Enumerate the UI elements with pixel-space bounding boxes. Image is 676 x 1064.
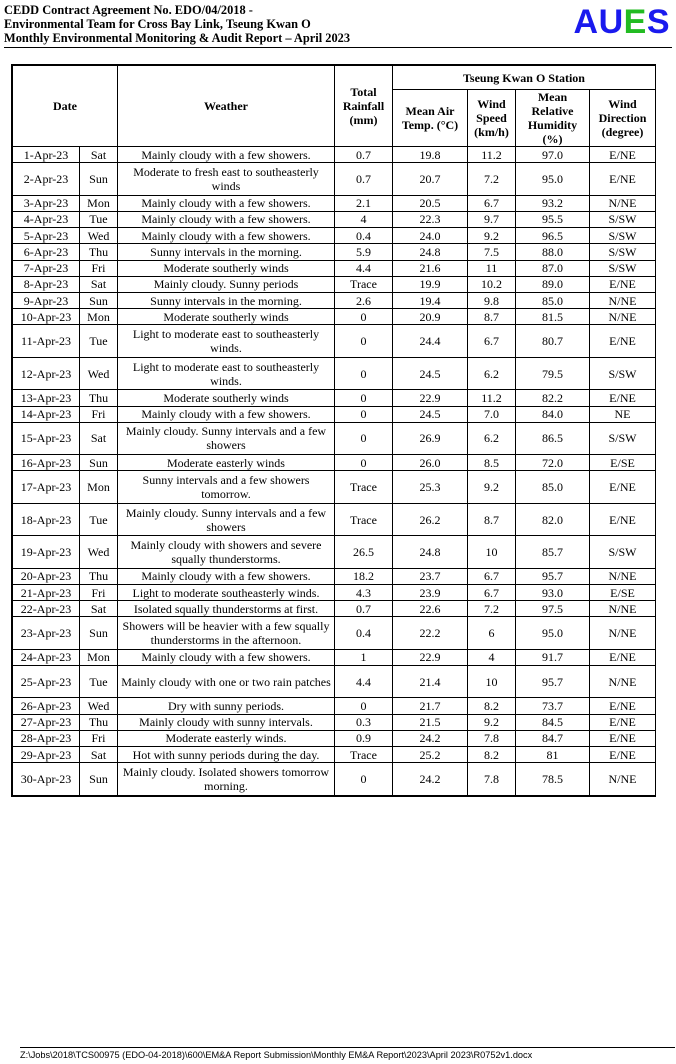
wind-speed-cell: 4 xyxy=(468,649,516,665)
wind-speed-cell: 6.7 xyxy=(468,568,516,584)
humidity-cell: 85.7 xyxy=(516,536,590,568)
humidity-cell: 84.0 xyxy=(516,406,590,422)
weather-table-frame xyxy=(11,64,656,797)
rainfall-cell: 0.7 xyxy=(335,601,393,617)
temp-cell: 19.4 xyxy=(393,292,468,308)
humidity-cell: 85.0 xyxy=(516,471,590,503)
temp-cell: 20.5 xyxy=(393,195,468,211)
day-cell: Mon xyxy=(80,471,118,503)
wind-direction-cell: N/NE xyxy=(590,617,656,649)
date-cell: 12-Apr-23 xyxy=(13,357,80,389)
weather-table xyxy=(12,65,656,796)
weather-cell: Hot with sunny periods during the day. xyxy=(118,747,335,763)
wind-direction-cell: E/NE xyxy=(590,747,656,763)
weather-cell: Mainly cloudy. Sunny periods xyxy=(118,276,335,292)
day-cell: Tue xyxy=(80,666,118,698)
table-row xyxy=(13,730,656,746)
rainfall-cell: 18.2 xyxy=(335,568,393,584)
table-row xyxy=(13,763,656,796)
weather-cell: Sunny intervals in the morning. xyxy=(118,292,335,308)
temp-cell: 26.2 xyxy=(393,503,468,535)
temp-cell: 22.6 xyxy=(393,601,468,617)
table-row xyxy=(13,147,656,163)
day-cell: Mon xyxy=(80,195,118,211)
weather-cell: Moderate southerly winds xyxy=(118,309,335,325)
day-cell: Thu xyxy=(80,390,118,406)
day-cell: Wed xyxy=(80,698,118,714)
temp-cell: 24.2 xyxy=(393,763,468,796)
temp-cell: 20.9 xyxy=(393,309,468,325)
humidity-cell: 93.0 xyxy=(516,584,590,600)
weather-cell: Moderate easterly winds. xyxy=(118,730,335,746)
table-row xyxy=(13,163,656,195)
logo-letter-s: S xyxy=(646,3,670,41)
date-cell: 1-Apr-23 xyxy=(13,147,80,163)
table-row xyxy=(13,601,656,617)
temp-cell: 26.0 xyxy=(393,455,468,471)
humidity-cell: 81 xyxy=(516,747,590,763)
humidity-cell: 86.5 xyxy=(516,422,590,454)
wind-direction-cell: E/NE xyxy=(590,698,656,714)
day-cell: Sun xyxy=(80,617,118,649)
wind-speed-cell: 9.2 xyxy=(468,714,516,730)
date-cell: 10-Apr-23 xyxy=(13,309,80,325)
rainfall-cell: 5.9 xyxy=(335,244,393,260)
humidity-cell: 96.5 xyxy=(516,228,590,244)
temp-cell: 25.3 xyxy=(393,471,468,503)
wind-direction-cell: E/NE xyxy=(590,390,656,406)
wind-direction-cell: E/NE xyxy=(590,714,656,730)
date-cell: 2-Apr-23 xyxy=(13,163,80,195)
table-row xyxy=(13,228,656,244)
rainfall-cell: 4.4 xyxy=(335,260,393,276)
temp-cell: 21.6 xyxy=(393,260,468,276)
temp-cell: 22.3 xyxy=(393,211,468,227)
report-line: Monthly Environmental Monitoring & Audit Report – April 2023 xyxy=(4,31,351,45)
table-row xyxy=(13,211,656,227)
date-cell: 28-Apr-23 xyxy=(13,730,80,746)
humidity-cell: 78.5 xyxy=(516,763,590,796)
temp-cell: 22.2 xyxy=(393,617,468,649)
day-cell: Sat xyxy=(80,147,118,163)
wind-direction-cell: N/NE xyxy=(590,195,656,211)
wind-speed-cell: 6 xyxy=(468,617,516,649)
humidity-cell: 88.0 xyxy=(516,244,590,260)
weather-cell: Light to moderate southeasterly winds. xyxy=(118,584,335,600)
logo-letter-e: E xyxy=(623,3,647,41)
wind-direction-cell: S/SW xyxy=(590,244,656,260)
date-cell: 17-Apr-23 xyxy=(13,471,80,503)
header-wind-direction: Wind Direction (degree) xyxy=(590,90,656,147)
logo-letter-u: U xyxy=(598,3,624,41)
wind-speed-cell: 7.2 xyxy=(468,163,516,195)
wind-direction-cell: E/NE xyxy=(590,471,656,503)
humidity-cell: 93.2 xyxy=(516,195,590,211)
temp-cell: 24.5 xyxy=(393,357,468,389)
date-cell: 4-Apr-23 xyxy=(13,211,80,227)
wind-speed-cell: 11 xyxy=(468,260,516,276)
date-cell: 30-Apr-23 xyxy=(13,763,80,796)
date-cell: 18-Apr-23 xyxy=(13,503,80,535)
rainfall-cell: 4.3 xyxy=(335,584,393,600)
date-cell: 20-Apr-23 xyxy=(13,568,80,584)
rainfall-cell: 0 xyxy=(335,455,393,471)
wind-direction-cell: S/SW xyxy=(590,260,656,276)
rainfall-cell: Trace xyxy=(335,503,393,535)
wind-speed-cell: 8.7 xyxy=(468,503,516,535)
wind-direction-cell: N/NE xyxy=(590,568,656,584)
weather-cell: Mainly cloudy with a few showers. xyxy=(118,228,335,244)
day-cell: Sat xyxy=(80,276,118,292)
wind-speed-cell: 8.2 xyxy=(468,747,516,763)
wind-speed-cell: 6.7 xyxy=(468,584,516,600)
day-cell: Sat xyxy=(80,422,118,454)
humidity-cell: 72.0 xyxy=(516,455,590,471)
humidity-cell: 95.0 xyxy=(516,163,590,195)
weather-cell: Sunny intervals and a few showers tomorrow. xyxy=(118,471,335,503)
weather-cell: Mainly cloudy with a few showers. xyxy=(118,147,335,163)
temp-cell: 24.4 xyxy=(393,325,468,357)
table-row xyxy=(13,244,656,260)
wind-speed-cell: 10 xyxy=(468,536,516,568)
rainfall-cell: 0 xyxy=(335,422,393,454)
weather-cell: Mainly cloudy with a few showers. xyxy=(118,211,335,227)
date-cell: 6-Apr-23 xyxy=(13,244,80,260)
table-row xyxy=(13,698,656,714)
table-row xyxy=(13,325,656,357)
humidity-cell: 95.5 xyxy=(516,211,590,227)
day-cell: Fri xyxy=(80,584,118,600)
date-cell: 16-Apr-23 xyxy=(13,455,80,471)
wind-speed-cell: 7.5 xyxy=(468,244,516,260)
header-mean-air-temp: Mean Air Temp. (°C) xyxy=(393,90,468,147)
wind-speed-cell: 11.2 xyxy=(468,390,516,406)
humidity-cell: 95.0 xyxy=(516,617,590,649)
day-cell: Wed xyxy=(80,228,118,244)
header-relative-humidity: Mean Relative Humidity (%) xyxy=(516,90,590,147)
temp-cell: 23.7 xyxy=(393,568,468,584)
wind-speed-cell: 7.8 xyxy=(468,730,516,746)
temp-cell: 26.9 xyxy=(393,422,468,454)
table-row xyxy=(13,649,656,665)
date-cell: 26-Apr-23 xyxy=(13,698,80,714)
table-row xyxy=(13,568,656,584)
day-cell: Sun xyxy=(80,292,118,308)
day-cell: Wed xyxy=(80,536,118,568)
day-cell: Tue xyxy=(80,503,118,535)
humidity-cell: 84.5 xyxy=(516,714,590,730)
day-cell: Sun xyxy=(80,163,118,195)
temp-cell: 21.7 xyxy=(393,698,468,714)
humidity-cell: 81.5 xyxy=(516,309,590,325)
rainfall-cell: Trace xyxy=(335,276,393,292)
rainfall-cell: 0.4 xyxy=(335,617,393,649)
table-row xyxy=(13,195,656,211)
table-row xyxy=(13,390,656,406)
day-cell: Tue xyxy=(80,211,118,227)
header-date: Date xyxy=(13,66,118,147)
day-cell: Mon xyxy=(80,309,118,325)
humidity-cell: 80.7 xyxy=(516,325,590,357)
rainfall-cell: 0 xyxy=(335,309,393,325)
rainfall-cell: 2.6 xyxy=(335,292,393,308)
header-station: Tseung Kwan O Station xyxy=(393,66,656,90)
wind-direction-cell: S/SW xyxy=(590,211,656,227)
aues-logo xyxy=(574,3,671,41)
rainfall-cell: 0 xyxy=(335,406,393,422)
wind-direction-cell: N/NE xyxy=(590,666,656,698)
wind-direction-cell: E/NE xyxy=(590,276,656,292)
table-row xyxy=(13,617,656,649)
rainfall-cell: 0.9 xyxy=(335,730,393,746)
humidity-cell: 85.0 xyxy=(516,292,590,308)
weather-cell: Light to moderate east to southeasterly winds. xyxy=(118,325,335,357)
weather-cell: Moderate southerly winds xyxy=(118,260,335,276)
temp-cell: 23.9 xyxy=(393,584,468,600)
wind-direction-cell: E/SE xyxy=(590,584,656,600)
table-row xyxy=(13,422,656,454)
weather-cell: Sunny intervals in the morning. xyxy=(118,244,335,260)
weather-cell: Mainly cloudy with a few showers. xyxy=(118,195,335,211)
temp-cell: 24.8 xyxy=(393,244,468,260)
day-cell: Mon xyxy=(80,649,118,665)
rainfall-cell: Trace xyxy=(335,471,393,503)
date-cell: 11-Apr-23 xyxy=(13,325,80,357)
temp-cell: 24.2 xyxy=(393,730,468,746)
header-wind-speed: Wind Speed (km/h) xyxy=(468,90,516,147)
rainfall-cell: 0.7 xyxy=(335,147,393,163)
date-cell: 5-Apr-23 xyxy=(13,228,80,244)
wind-speed-cell: 8.5 xyxy=(468,455,516,471)
wind-direction-cell: S/SW xyxy=(590,228,656,244)
weather-cell: Mainly cloudy with one or two rain patches xyxy=(118,666,335,698)
wind-direction-cell: E/NE xyxy=(590,163,656,195)
temp-cell: 24.8 xyxy=(393,536,468,568)
date-cell: 9-Apr-23 xyxy=(13,292,80,308)
rainfall-cell: Trace xyxy=(335,747,393,763)
weather-cell: Mainly cloudy. Isolated showers tomorrow morning. xyxy=(118,763,335,796)
humidity-cell: 79.5 xyxy=(516,357,590,389)
humidity-cell: 95.7 xyxy=(516,568,590,584)
wind-speed-cell: 6.7 xyxy=(468,195,516,211)
day-cell: Fri xyxy=(80,730,118,746)
temp-cell: 20.7 xyxy=(393,163,468,195)
temp-cell: 19.8 xyxy=(393,147,468,163)
rainfall-cell: 1 xyxy=(335,649,393,665)
date-cell: 22-Apr-23 xyxy=(13,601,80,617)
rainfall-cell: 4 xyxy=(335,211,393,227)
wind-speed-cell: 9.8 xyxy=(468,292,516,308)
wind-speed-cell: 6.2 xyxy=(468,422,516,454)
header-weather: Weather xyxy=(118,66,335,147)
footer-divider xyxy=(20,1047,675,1048)
wind-direction-cell: E/NE xyxy=(590,147,656,163)
temp-cell: 21.4 xyxy=(393,666,468,698)
table-row xyxy=(13,536,656,568)
table-row xyxy=(13,584,656,600)
wind-direction-cell: E/SE xyxy=(590,455,656,471)
day-cell: Thu xyxy=(80,714,118,730)
wind-speed-cell: 7.2 xyxy=(468,601,516,617)
project-line: Environmental Team for Cross Bay Link, Tseung Kwan O xyxy=(4,17,311,31)
weather-cell: Mainly cloudy with sunny intervals. xyxy=(118,714,335,730)
rainfall-cell: 4.4 xyxy=(335,666,393,698)
rainfall-cell: 0.7 xyxy=(335,163,393,195)
table-row xyxy=(13,747,656,763)
wind-direction-cell: N/NE xyxy=(590,601,656,617)
date-cell: 21-Apr-23 xyxy=(13,584,80,600)
temp-cell: 25.2 xyxy=(393,747,468,763)
day-cell: Sun xyxy=(80,455,118,471)
table-row xyxy=(13,666,656,698)
weather-cell: Light to moderate east to southeasterly winds. xyxy=(118,357,335,389)
humidity-cell: 82.0 xyxy=(516,503,590,535)
date-cell: 8-Apr-23 xyxy=(13,276,80,292)
header-total-rainfall: Total Rainfall (mm) xyxy=(335,66,393,147)
day-cell: Sat xyxy=(80,747,118,763)
weather-cell: Dry with sunny periods. xyxy=(118,698,335,714)
wind-direction-cell: E/NE xyxy=(590,503,656,535)
wind-direction-cell: N/NE xyxy=(590,763,656,796)
temp-cell: 19.9 xyxy=(393,276,468,292)
temp-cell: 22.9 xyxy=(393,649,468,665)
humidity-cell: 73.7 xyxy=(516,698,590,714)
weather-cell: Mainly cloudy with a few showers. xyxy=(118,649,335,665)
weather-cell: Isolated squally thunderstorms at first. xyxy=(118,601,335,617)
wind-direction-cell: E/NE xyxy=(590,649,656,665)
date-cell: 29-Apr-23 xyxy=(13,747,80,763)
wind-speed-cell: 9.7 xyxy=(468,211,516,227)
wind-speed-cell: 6.7 xyxy=(468,325,516,357)
wind-direction-cell: N/NE xyxy=(590,309,656,325)
wind-speed-cell: 9.2 xyxy=(468,471,516,503)
humidity-cell: 89.0 xyxy=(516,276,590,292)
date-cell: 27-Apr-23 xyxy=(13,714,80,730)
wind-direction-cell: N/NE xyxy=(590,292,656,308)
wind-speed-cell: 9.2 xyxy=(468,228,516,244)
date-cell: 13-Apr-23 xyxy=(13,390,80,406)
temp-cell: 24.0 xyxy=(393,228,468,244)
rainfall-cell: 0 xyxy=(335,763,393,796)
date-cell: 3-Apr-23 xyxy=(13,195,80,211)
day-cell: Wed xyxy=(80,357,118,389)
weather-cell: Mainly cloudy with a few showers. xyxy=(118,406,335,422)
date-cell: 24-Apr-23 xyxy=(13,649,80,665)
date-cell: 25-Apr-23 xyxy=(13,666,80,698)
temp-cell: 24.5 xyxy=(393,406,468,422)
rainfall-cell: 2.1 xyxy=(335,195,393,211)
rainfall-cell: 26.5 xyxy=(335,536,393,568)
contract-line: CEDD Contract Agreement No. EDO/04/2018 - xyxy=(4,3,253,17)
date-cell: 23-Apr-23 xyxy=(13,617,80,649)
table-row xyxy=(13,714,656,730)
day-cell: Fri xyxy=(80,406,118,422)
rainfall-cell: 0 xyxy=(335,390,393,406)
wind-direction-cell: S/SW xyxy=(590,357,656,389)
rainfall-cell: 0 xyxy=(335,325,393,357)
rainfall-cell: 0 xyxy=(335,698,393,714)
day-cell: Thu xyxy=(80,568,118,584)
weather-cell: Moderate southerly winds xyxy=(118,390,335,406)
wind-speed-cell: 7.0 xyxy=(468,406,516,422)
weather-cell: Moderate easterly winds xyxy=(118,455,335,471)
rainfall-cell: 0.4 xyxy=(335,228,393,244)
wind-direction-cell: E/NE xyxy=(590,730,656,746)
table-row xyxy=(13,406,656,422)
humidity-cell: 97.0 xyxy=(516,147,590,163)
weather-cell: Moderate to fresh east to southeasterly winds xyxy=(118,163,335,195)
table-row xyxy=(13,455,656,471)
page-header xyxy=(4,3,672,48)
wind-direction-cell: S/SW xyxy=(590,536,656,568)
logo-letter-a: A xyxy=(573,3,599,41)
table-row xyxy=(13,276,656,292)
wind-direction-cell: E/NE xyxy=(590,325,656,357)
table-row xyxy=(13,503,656,535)
temp-cell: 21.5 xyxy=(393,714,468,730)
temp-cell: 22.9 xyxy=(393,390,468,406)
day-cell: Thu xyxy=(80,244,118,260)
table-row xyxy=(13,309,656,325)
date-cell: 7-Apr-23 xyxy=(13,260,80,276)
wind-direction-cell: S/SW xyxy=(590,422,656,454)
wind-speed-cell: 6.2 xyxy=(468,357,516,389)
table-row xyxy=(13,260,656,276)
wind-direction-cell: NE xyxy=(590,406,656,422)
weather-cell: Mainly cloudy. Sunny intervals and a few showers xyxy=(118,422,335,454)
weather-cell: Mainly cloudy. Sunny intervals and a few showers xyxy=(118,503,335,535)
weather-cell: Mainly cloudy with a few showers. xyxy=(118,568,335,584)
table-row xyxy=(13,471,656,503)
table-row xyxy=(13,292,656,308)
humidity-cell: 87.0 xyxy=(516,260,590,276)
day-cell: Sun xyxy=(80,763,118,796)
date-cell: 14-Apr-23 xyxy=(13,406,80,422)
date-cell: 19-Apr-23 xyxy=(13,536,80,568)
wind-speed-cell: 7.8 xyxy=(468,763,516,796)
day-cell: Fri xyxy=(80,260,118,276)
rainfall-cell: 0.3 xyxy=(335,714,393,730)
date-cell: 15-Apr-23 xyxy=(13,422,80,454)
wind-speed-cell: 10.2 xyxy=(468,276,516,292)
weather-cell: Mainly cloudy with showers and severe squally thunderstorms. xyxy=(118,536,335,568)
weather-cell: Showers will be heavier with a few squally thunderstorms in the afternoon. xyxy=(118,617,335,649)
table-row xyxy=(13,357,656,389)
wind-speed-cell: 11.2 xyxy=(468,147,516,163)
humidity-cell: 97.5 xyxy=(516,601,590,617)
humidity-cell: 95.7 xyxy=(516,666,590,698)
humidity-cell: 91.7 xyxy=(516,649,590,665)
humidity-cell: 84.7 xyxy=(516,730,590,746)
wind-speed-cell: 8.2 xyxy=(468,698,516,714)
humidity-cell: 82.2 xyxy=(516,390,590,406)
wind-speed-cell: 8.7 xyxy=(468,309,516,325)
file-path-footer: Z:\Jobs\2018\TCS00975 (EDO-04-2018)\600\EM&A Report Submission\Monthly EM&A Report\2023\April 2023\R0752v1.docx xyxy=(20,1050,533,1060)
rainfall-cell: 0 xyxy=(335,357,393,389)
table-body xyxy=(13,147,656,796)
header-title-block xyxy=(4,3,350,45)
day-cell: Sat xyxy=(80,601,118,617)
day-cell: Tue xyxy=(80,325,118,357)
wind-speed-cell: 10 xyxy=(468,666,516,698)
